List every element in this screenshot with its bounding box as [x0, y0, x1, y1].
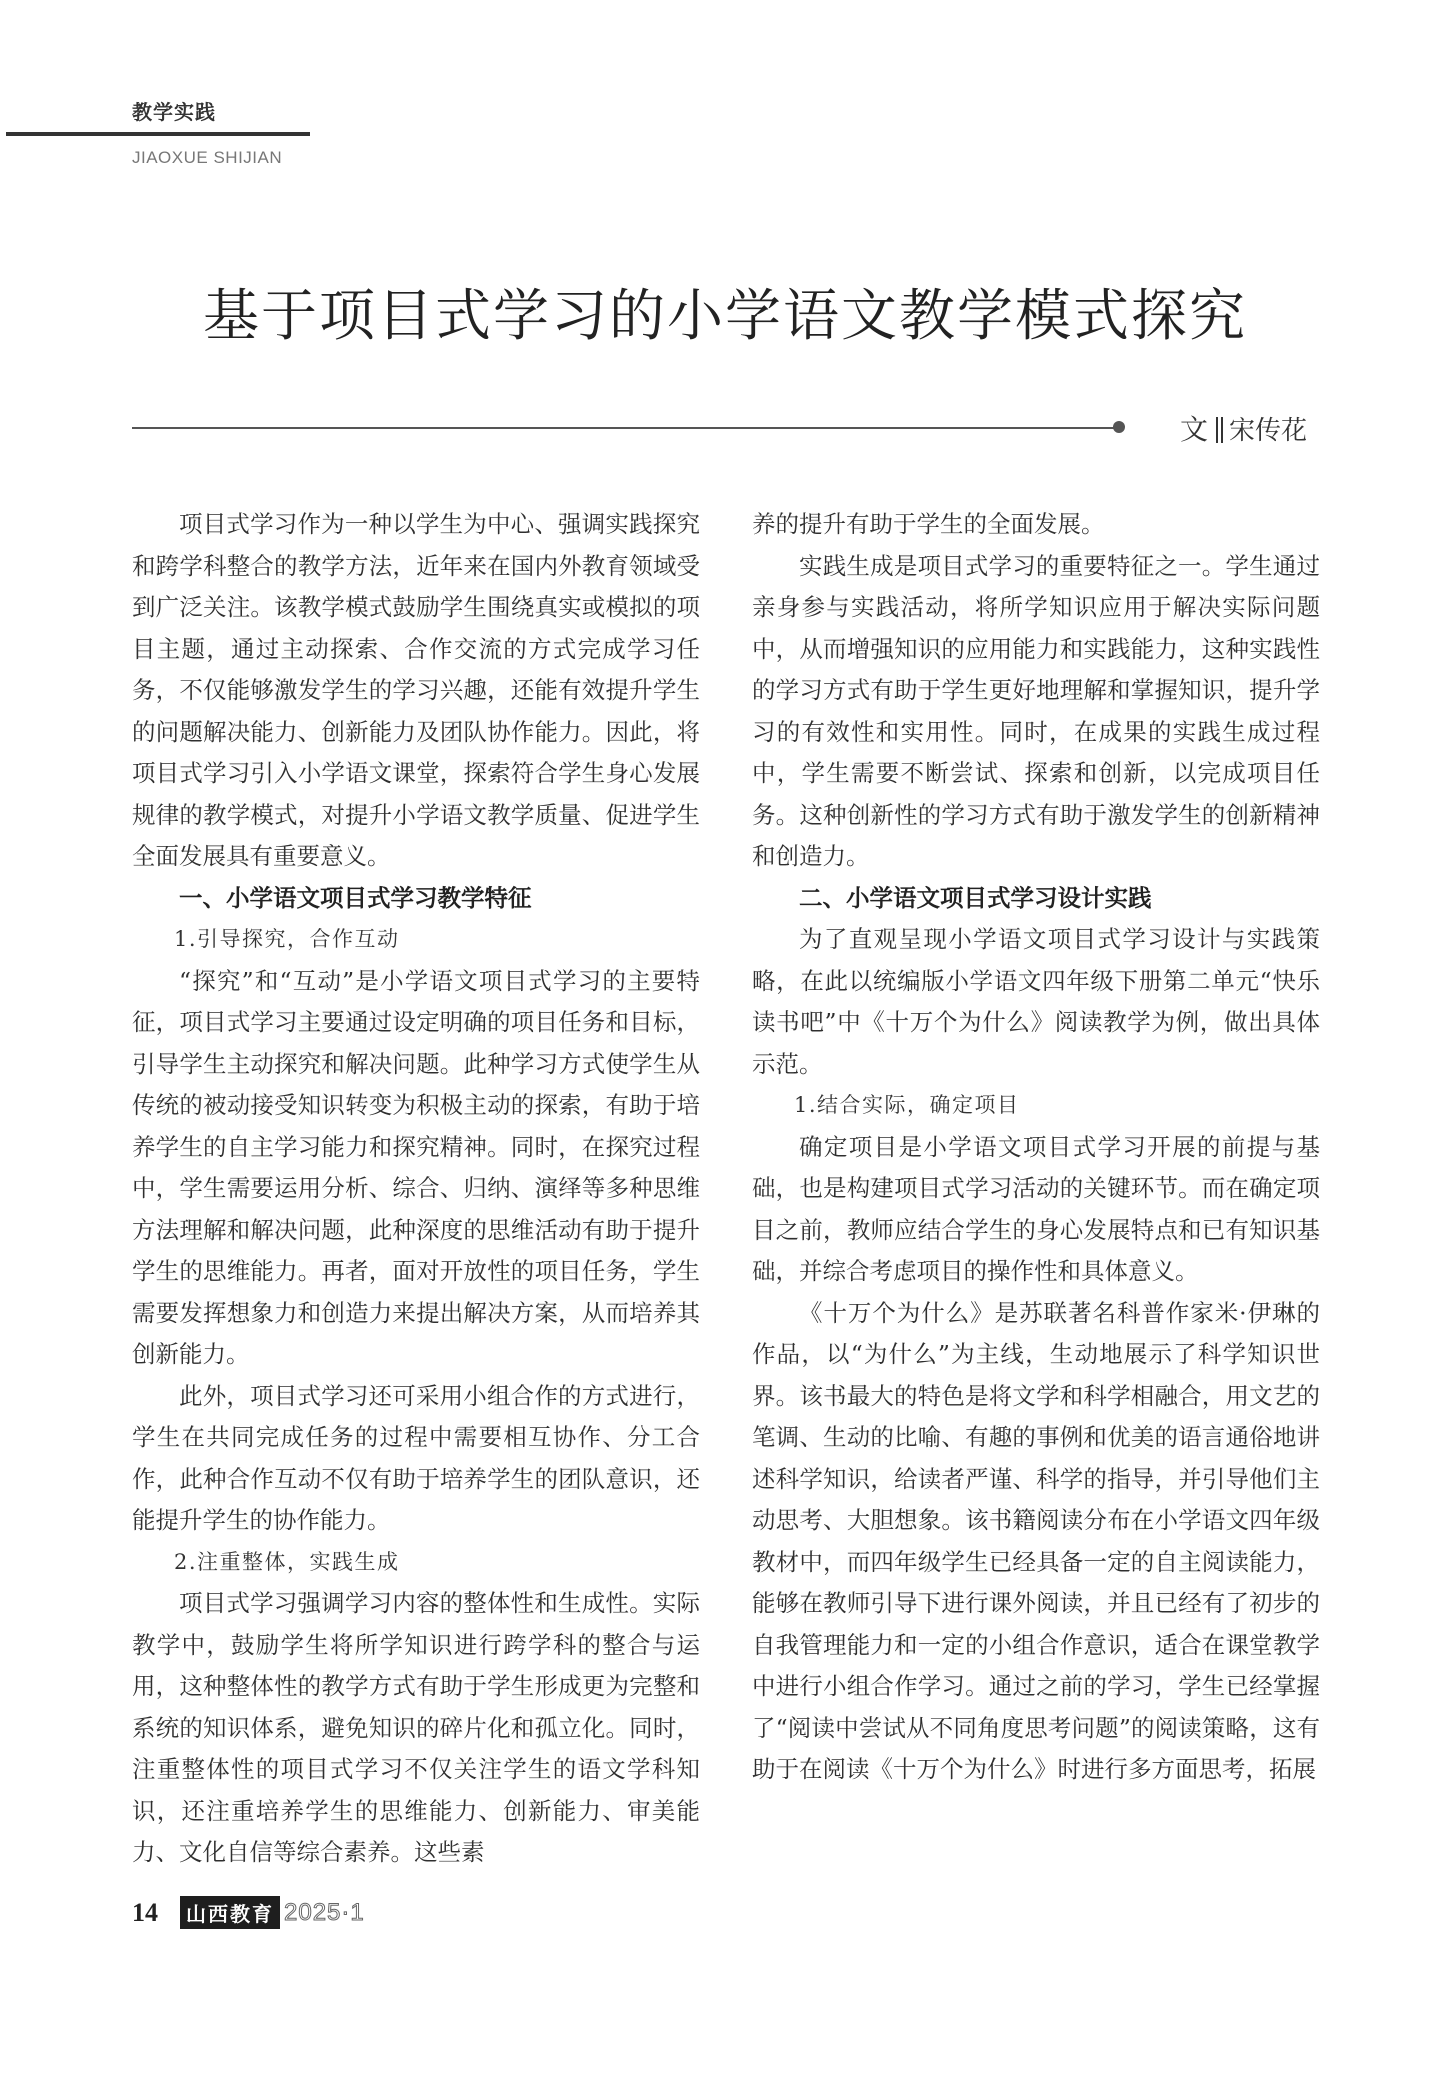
- author-rule-dot: [1113, 421, 1125, 433]
- byline: [1180, 408, 1307, 448]
- subheading-1-1: 1.引导探究，合作互动: [174, 927, 400, 951]
- byline-separator: [1216, 417, 1223, 443]
- article-title: 基于项目式学习的小学语文教学模式探究: [203, 284, 1247, 349]
- left-column: [132, 504, 700, 1874]
- body-paragraph: 项目式学习强调学习内容的整体性和生成性。实际教学中，鼓励学生将所学知识进行跨学科的整合与运用，这种整体性的教学方式有助于学生形成更为完整和系统的知识体系，避免知识的碎片化和孤立化。同时，注重整体性的项目式学习不仅关注学生的语文学科知识，还注重培养学生的思维能力、创新能力、审美能力、文化自信等综合素养。这些素: [132, 1589, 700, 1866]
- body-paragraph: 确定项目是小学语文项目式学习开展的前提与基础，也是构建项目式学习活动的关键环节。而在确定项目之前，教师应结合学生的身心发展特点和已有知识基础，并综合考虑项目的操作性和具体意义。: [752, 1132, 1320, 1285]
- section-heading-2: 二、小学语文项目式学习设计实践: [799, 883, 1152, 912]
- right-column: [752, 504, 1320, 1791]
- byline-wen: 文: [1180, 413, 1209, 446]
- body-paragraph: 《十万个为什么》是苏联著名科普作家米·伊琳的作品，以“为什么”为主线，生动地展示了科学知识世界。该书最大的特色是将文学和科学相融合，用文艺的笔调、生动的比喻、有趣的事例和优美的语言通俗地讲述科学知识，给读者严谨、科学的指导，并引导他们主动思考、大胆想象。该书籍阅读分布在小学语文四年级教材中，而四年级学生已经具备一定的自主阅读能力，能够在教师引导下进行课外阅读，并且已经有了初步的自我管理能力和一定的小组合作意识，适合在课堂教学中进行小组合作学习。通过之前的学习，学生已经掌握了“阅读中尝试从不同角度思考问题”的阅读策略，这有助于在阅读《十万个为什么》时进行多方面思考，拓展: [752, 1298, 1320, 1783]
- body-paragraph: “探究”和“互动”是小学语文项目式学习的主要特征，项目式学习主要通过设定明确的项目任务和目标，引导学生主动探究和解决问题。此种学习方式使学生从传统的被动接受知识转变为积极主动的探索，有助于培养学生的自主学习能力和探究精神。同时，在探究过程中，学生需要运用分析、综合、归纳、演绎等多种思维方法理解和解决问题，此种深度的思维活动有助于提升学生的思维能力。再者，面对开放性的项目任务，学生需要发挥想象力和创造力来提出解决方案，从而培养其创新能力。: [132, 966, 700, 1368]
- author-name: 宋传花: [1229, 416, 1308, 446]
- section-rule: [6, 132, 310, 136]
- subheading-1-2: 2.注重整体，实践生成: [174, 1549, 400, 1574]
- author-rule: [132, 427, 1122, 429]
- body-paragraph: 实践生成是项目式学习的重要特征之一。学生通过亲身参与实践活动，将所学知识应用于解决实际问题中，从而增强知识的应用能力和实践能力，这种实践性的学习方式有助于学生更好地理解和掌握知识，提升学习的有效性和实用性。同时，在成果的实践生成过程中，学生需要不断尝试、探索和创新，以完成项目任务。这种创新性的学习方式有助于激发学生的创新精神和创造力。: [752, 551, 1320, 870]
- section-heading-1: 一、小学语文项目式学习教学特征: [179, 883, 532, 912]
- issue-number: 2025·1: [284, 1898, 365, 1926]
- page-number: 14: [132, 1897, 158, 1927]
- body-paragraph: 为了直观呈现小学语文项目式学习设计与实践策略，在此以统编版小学语文四年级下册第二单元“快乐读书吧”中《十万个为什么》阅读教学为例，做出具体示范。: [752, 925, 1320, 1078]
- body-paragraph: 此外，项目式学习还可采用小组合作的方式进行，学生在共同完成任务的过程中需要相互协作、分工合作，此种合作互动不仅有助于培养学生的团队意识，还能提升学生的协作能力。: [132, 1381, 700, 1534]
- journal-logo: 山西教育: [180, 1896, 280, 1929]
- intro-paragraph: 项目式学习作为一种以学生为中心、强调实践探究和跨学科整合的教学方法，近年来在国内外教育领域受到广泛关注。该教学模式鼓励学生围绕真实或模拟的项目主题，通过主动探索、合作交流的方式完成学习任务，不仅能够激发学生的学习兴趣，还能有效提升学生的问题解决能力、创新能力及团队协作能力。因此，将项目式学习引入小学语文课堂，探索符合学生身心发展规律的教学模式，对提升小学语文教学质量、促进学生全面发展具有重要意义。: [132, 510, 700, 870]
- section-label: 教学实践: [132, 100, 216, 124]
- continued-paragraph: 养的提升有助于学生的全面发展。: [752, 510, 1105, 538]
- section-pinyin: JIAOXUE SHIJIAN: [132, 148, 283, 167]
- page-footer: [132, 1896, 365, 1936]
- subheading-2-1: 1.结合实际，确定项目: [794, 1093, 1020, 1117]
